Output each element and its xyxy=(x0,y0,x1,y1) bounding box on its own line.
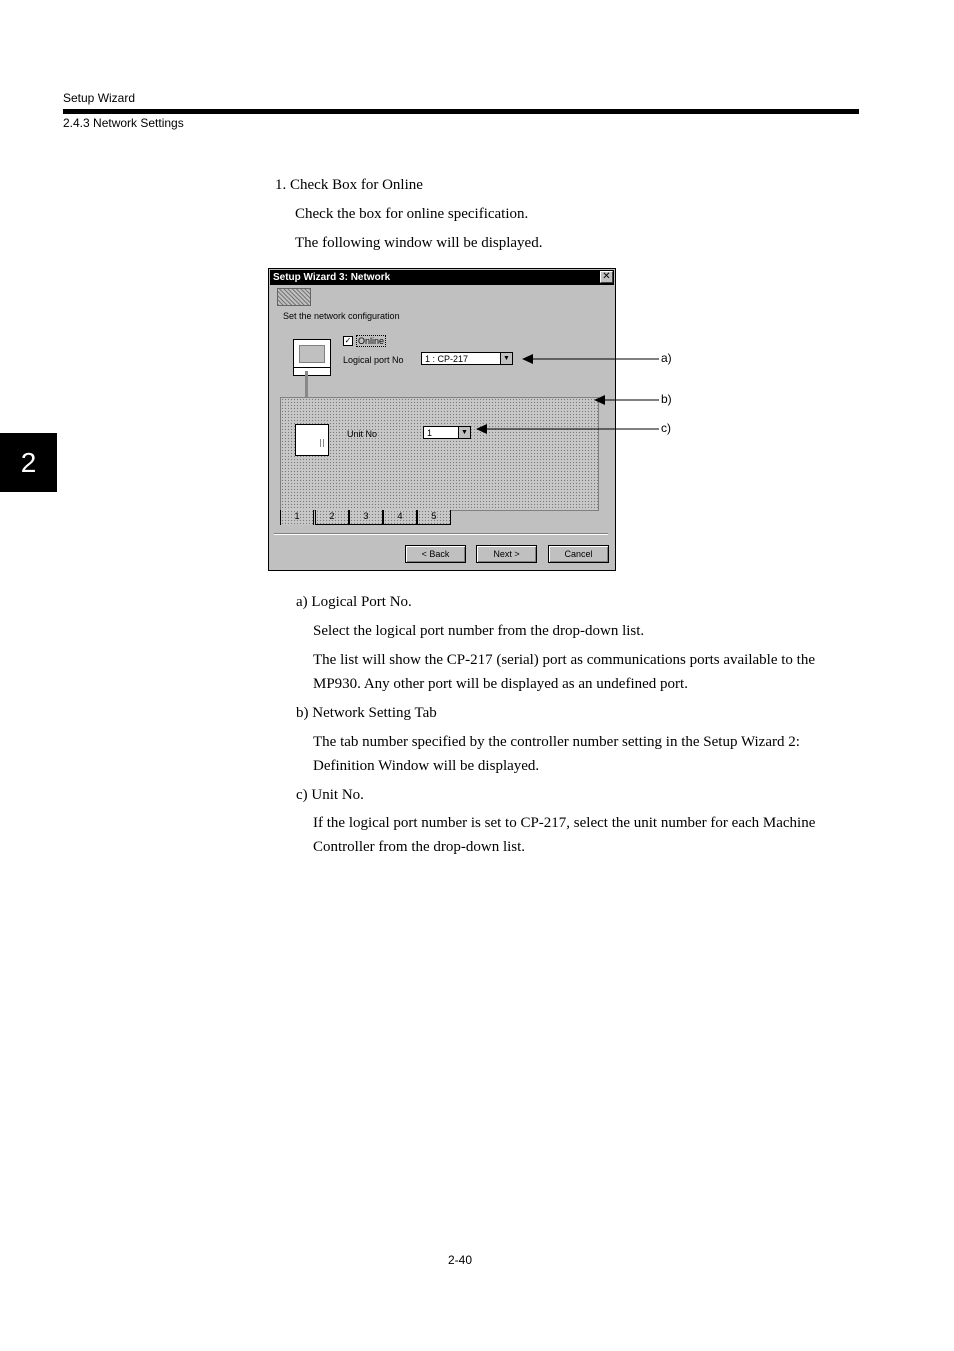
header-rule xyxy=(63,109,859,114)
computer-screen-icon xyxy=(299,345,325,363)
tab-3[interactable]: 3 xyxy=(349,510,383,525)
tab-1[interactable]: 1 xyxy=(280,510,314,525)
next-button[interactable]: Next > xyxy=(476,545,537,563)
tab-4[interactable]: 4 xyxy=(383,510,417,525)
item-b-para-1-line-1: The tab number specified by the controller number setting in the Setup Wizard 2: xyxy=(313,734,800,750)
wizard-logo-icon xyxy=(277,288,311,306)
item-a-heading: a) Logical Port No. xyxy=(296,594,412,610)
close-icon[interactable]: ✕ xyxy=(600,271,613,283)
callout-a-label: a) xyxy=(661,351,672,365)
unit-no-label: Unit No xyxy=(347,429,378,439)
window-title-bar xyxy=(270,270,614,285)
item-a-para-2-line-1: The list will show the CP-217 (serial) port as communications ports available to the xyxy=(313,652,815,668)
controller-unit-icon xyxy=(295,424,329,456)
callout-b-label: b) xyxy=(661,392,672,406)
callout-c-label: c) xyxy=(661,421,671,435)
instruction-label: Set the network configuration xyxy=(283,311,400,321)
computer-base-icon xyxy=(293,367,331,376)
chevron-down-icon[interactable]: ▼ xyxy=(458,427,470,438)
item-a-para-2-line-2: MP930. Any other port will be displayed as an undefined port. xyxy=(313,676,688,692)
callout-c-arrowhead-icon xyxy=(476,424,487,434)
callout-a-arrowhead-icon xyxy=(522,354,533,364)
item-a-para-1: Select the logical port number from the drop-down list. xyxy=(313,623,645,639)
running-header-section: Setup Wizard xyxy=(63,91,136,105)
unit-no-dropdown[interactable] xyxy=(423,426,471,439)
tab-2[interactable]: 2 xyxy=(315,510,349,525)
online-label: Online xyxy=(358,336,385,346)
online-checkbox[interactable]: ✓ xyxy=(344,336,352,345)
step-line-1: Check the box for online specification. xyxy=(295,206,529,222)
logical-port-label: Logical port No xyxy=(343,355,404,365)
callout-arrows xyxy=(470,345,670,445)
item-b-heading: b) Network Setting Tab xyxy=(296,705,437,721)
page-number: 2-40 xyxy=(447,1253,473,1267)
tab-5[interactable]: 5 xyxy=(417,510,451,525)
item-b-para-1-line-2: Definition Window will be displayed. xyxy=(313,758,540,774)
chapter-tab: 2 xyxy=(0,433,57,492)
unit-no-value: 1 xyxy=(427,428,433,438)
item-c-para-1-line-2: Controller from the drop-down list. xyxy=(313,839,526,855)
logical-port-value: 1 : CP-217 xyxy=(425,354,469,364)
item-c-heading: c) Unit No. xyxy=(296,787,364,803)
window-separator xyxy=(274,533,608,535)
back-button[interactable]: < Back xyxy=(405,545,466,563)
window-title: Setup Wizard 3: Network xyxy=(273,272,391,283)
step-line-2: The following window will be displayed. xyxy=(295,235,543,251)
callout-b-arrowhead-icon xyxy=(594,395,605,405)
running-header-subsection: 2.4.3 Network Settings xyxy=(63,116,184,130)
cancel-button[interactable]: Cancel xyxy=(548,545,609,563)
computer-icon xyxy=(293,339,331,369)
item-c-para-1-line-1: If the logical port number is set to CP-217, select the unit number for each Machine xyxy=(313,815,816,831)
unit-slot-icon xyxy=(320,439,324,447)
step-heading: 1. Check Box for Online xyxy=(275,177,423,193)
chevron-down-icon[interactable]: ▼ xyxy=(500,353,512,364)
